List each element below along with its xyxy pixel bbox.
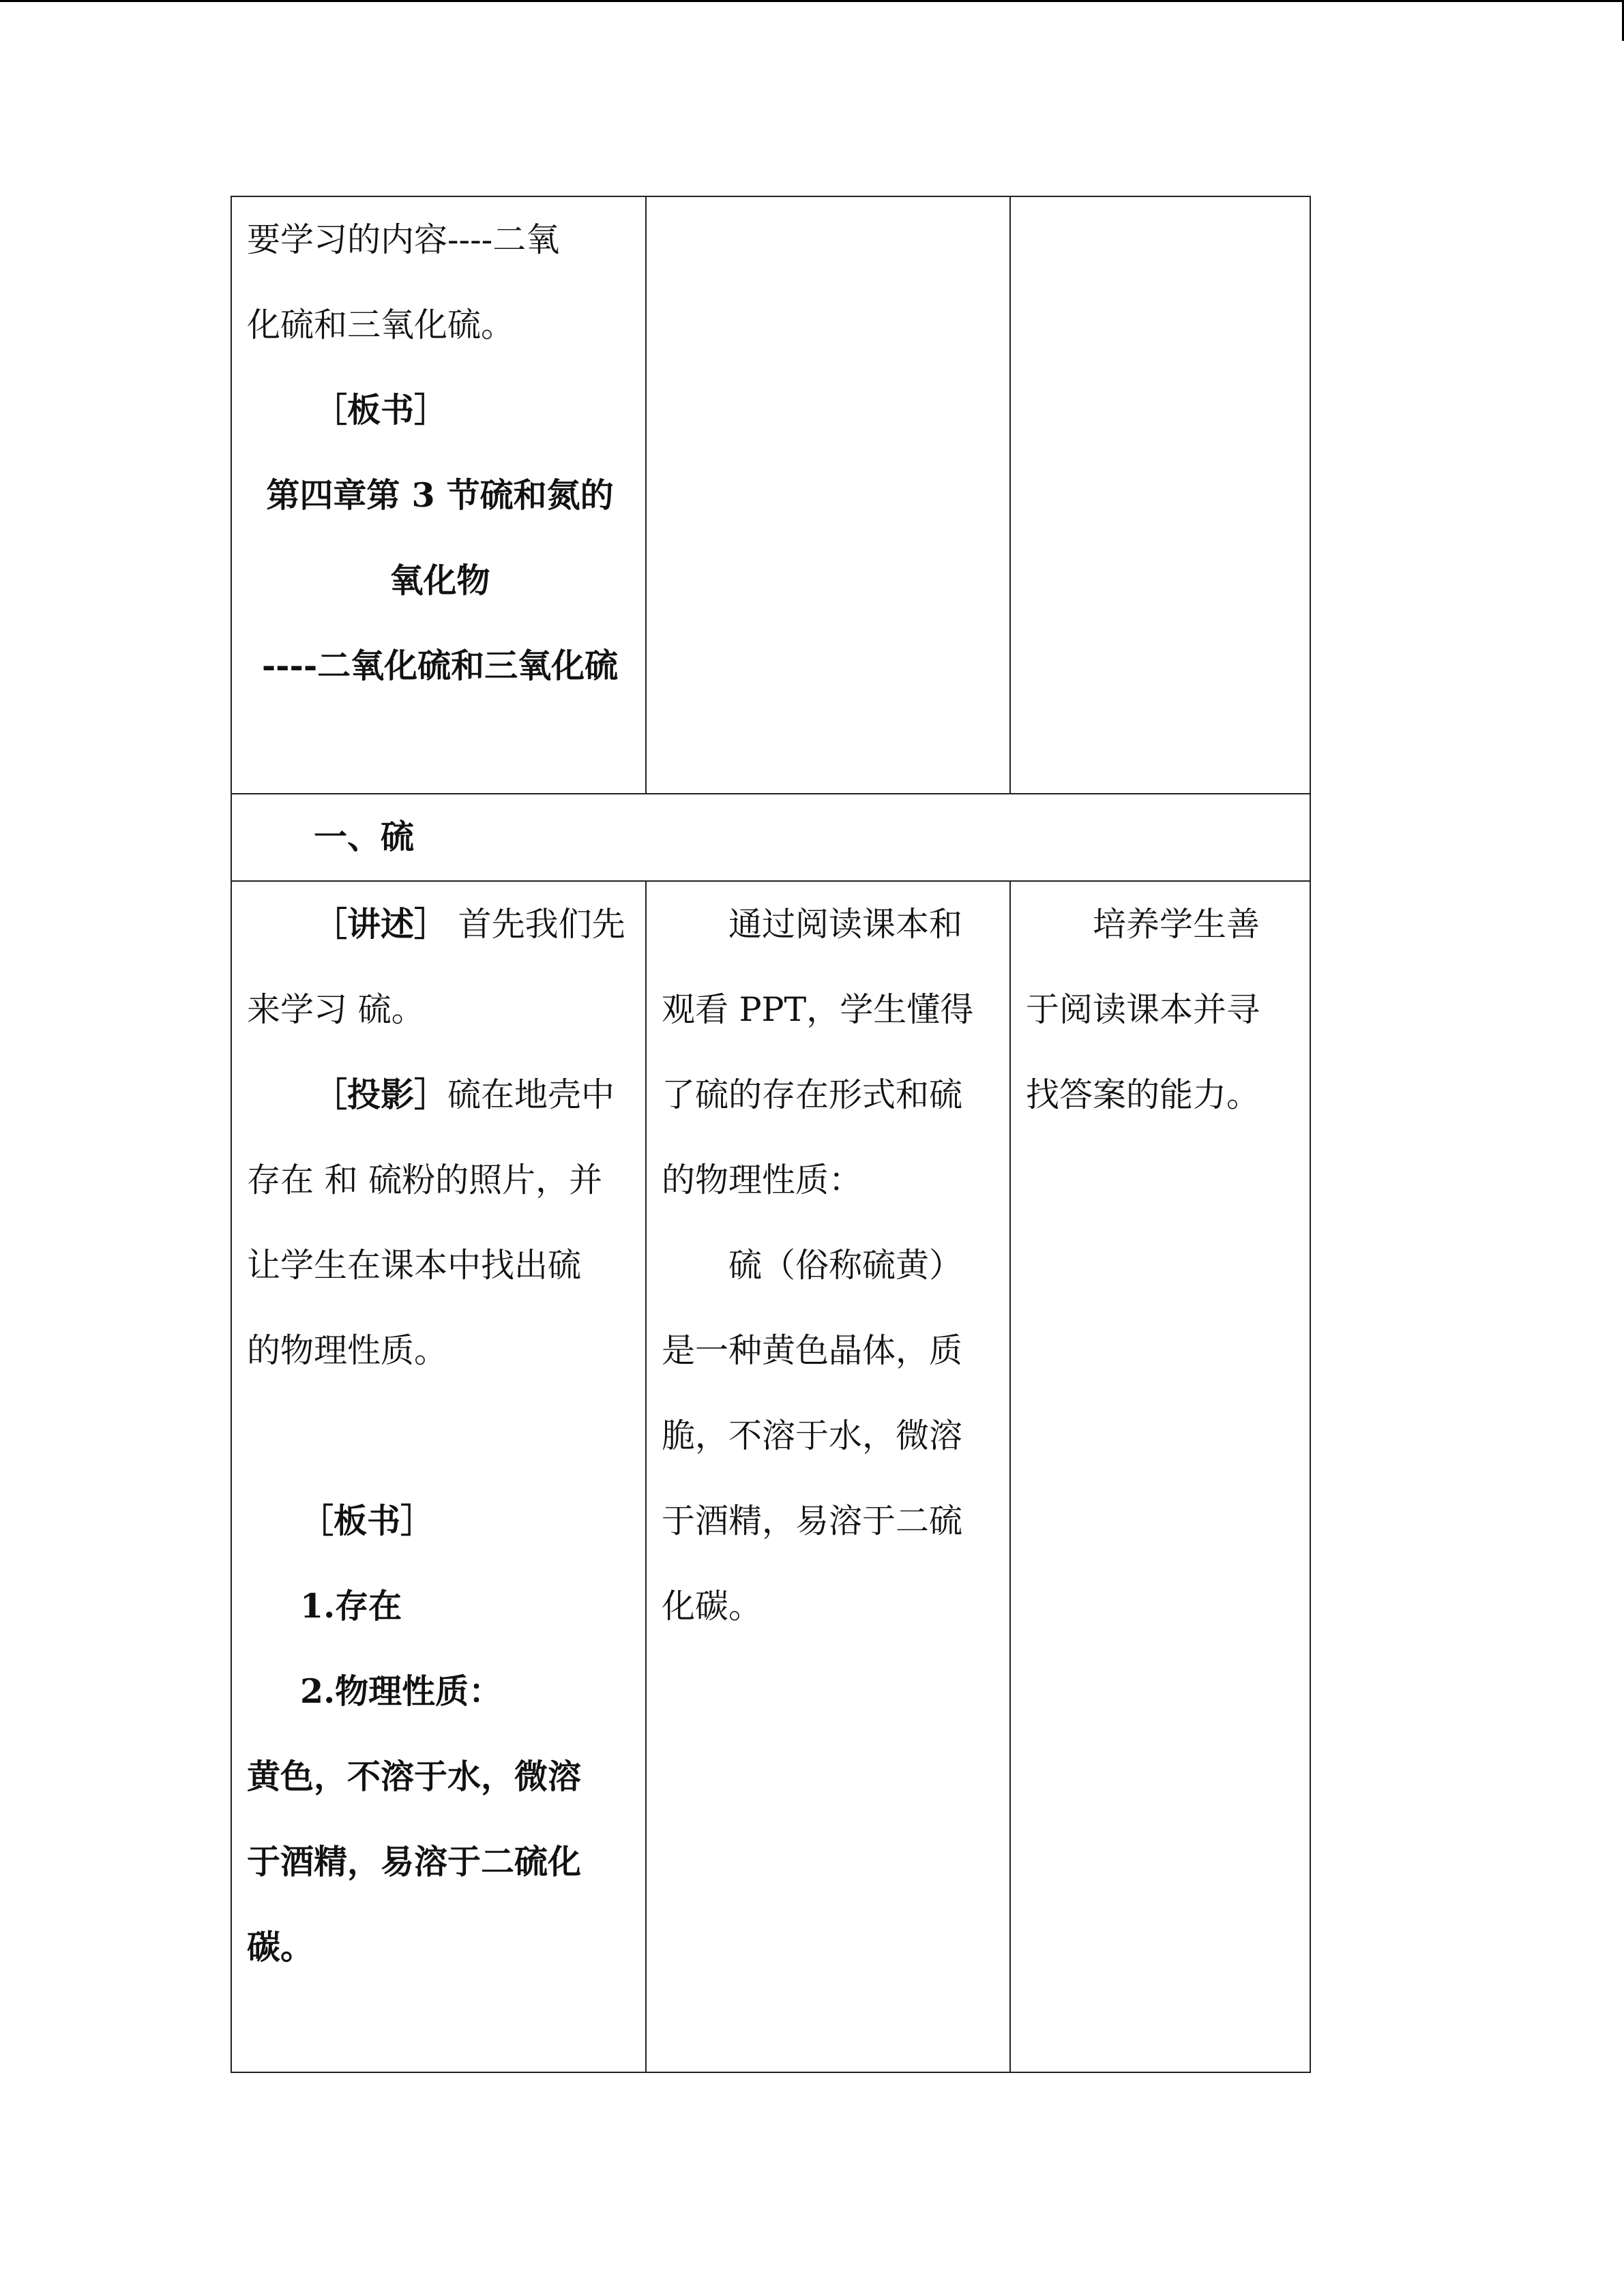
chapter-heading-line: 氧化物 — [389, 561, 490, 600]
text-line: 让学生在课本中找出硫 — [247, 1246, 582, 1285]
board-label: ［板书］ — [300, 1501, 434, 1540]
project-line: ［投影］硫在地壳中 — [314, 1075, 615, 1114]
property-line: 于酒精，易溶于二硫化 — [247, 1842, 582, 1881]
row1-teacher-activity-cell — [231, 196, 646, 794]
text-line: 脆，不溶于水，微溶 — [662, 1416, 963, 1455]
text-line: 了硫的存在形式和硫 — [662, 1075, 963, 1114]
narrate-label: ［讲述］ — [314, 904, 448, 944]
property-line: 黄色，不溶于水，微溶 — [247, 1757, 582, 1796]
chapter-heading-line: 第四章第 3 节硫和氮的 — [266, 475, 614, 515]
page-top-border — [0, 0, 1624, 2]
row3-student-activity-cell — [646, 881, 1010, 2072]
narrate-line: ［讲述］ 首先我们先 — [314, 904, 625, 944]
property-line: 碳。 — [247, 1927, 314, 1967]
lesson-plan-table — [231, 196, 1311, 2073]
text-line: 化硫和三氧化硫。 — [247, 305, 515, 344]
table-row — [231, 196, 1310, 794]
text-line: 通过阅读课本和 — [728, 905, 963, 944]
text-line: 是一种黄色晶体，质 — [662, 1331, 963, 1370]
text-line: 找答案的能力。 — [1026, 1075, 1260, 1114]
project-label: ［投影］ — [314, 1075, 448, 1114]
text-line: 来学习 硫。 — [247, 990, 425, 1029]
row1-student-activity-cell — [646, 196, 1010, 794]
text-line: 于酒精，易溶于二硫 — [662, 1502, 963, 1540]
text-line: 于阅读课本并寻 — [1026, 990, 1260, 1029]
spacer — [247, 1393, 633, 1478]
board-item: 2.物理性质： — [300, 1671, 503, 1711]
text-line: 培养学生善 — [1093, 905, 1260, 944]
section-title: 一、硫 — [314, 817, 415, 856]
row1-design-intent-cell — [1010, 196, 1310, 794]
row3-teacher-activity-cell — [231, 881, 646, 2072]
row3-design-intent-cell — [1010, 881, 1310, 2072]
text-line: 化碳。 — [662, 1587, 763, 1626]
text-line: 的物理性质： — [662, 1161, 863, 1199]
text-line: 硫（俗称硫黄） — [728, 1246, 963, 1285]
chapter-heading-line: ----二氧化硫和三氧化硫 — [261, 646, 619, 685]
text-line: 的物理性质。 — [247, 1331, 448, 1370]
board-label: ［板书］ — [314, 390, 448, 430]
text-line: 存在 和 硫粉的照片，并 — [247, 1161, 603, 1199]
text-line: 观看 PPT，学生懂得 — [662, 990, 974, 1029]
table-row — [231, 881, 1310, 2072]
table-row — [231, 794, 1310, 881]
board-item: 1.存在 — [300, 1586, 402, 1626]
text-line: 要学习的内容----二氧 — [247, 220, 560, 259]
section-header-cell — [231, 794, 1310, 881]
